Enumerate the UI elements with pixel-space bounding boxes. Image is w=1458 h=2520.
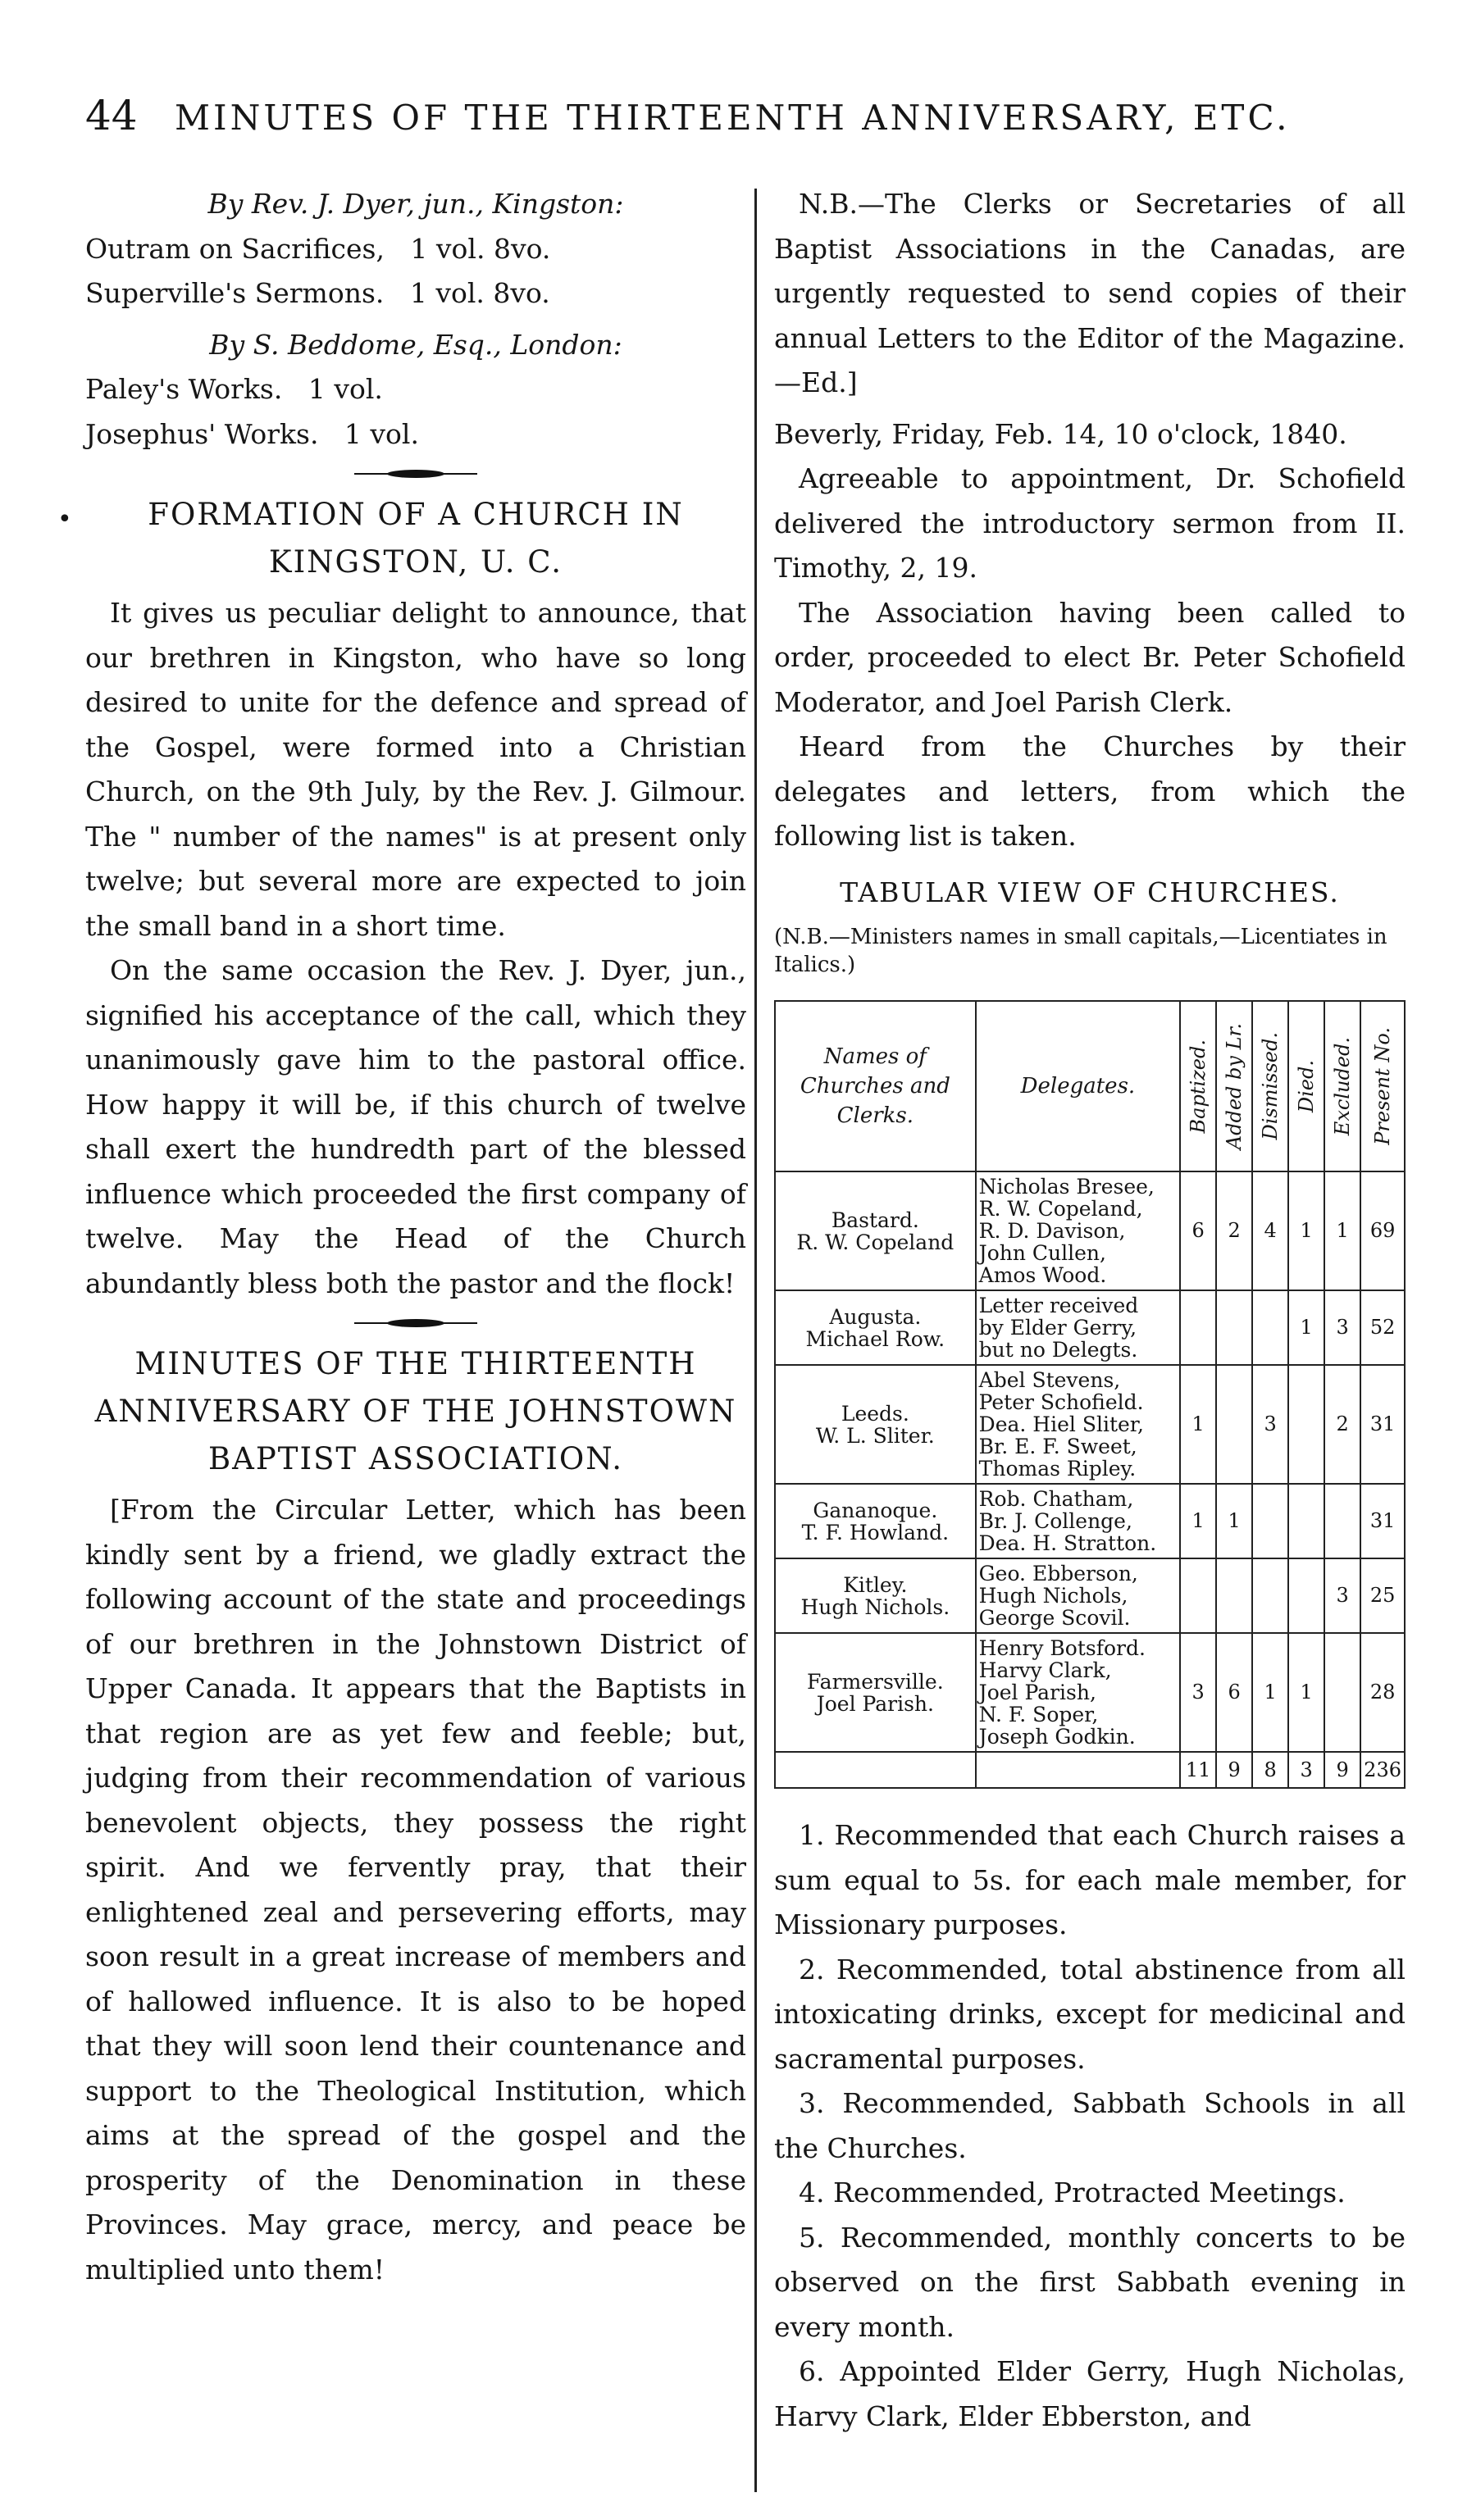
church-clerk: Joel Parish. [816, 1691, 934, 1716]
delegate-name: Nicholas Bresee, [978, 1175, 1155, 1199]
delegates-cell [976, 1171, 1181, 1290]
baptized-cell: 1 [1180, 1484, 1216, 1558]
recommendation-item: 6. Appointed Elder Gerry, Hugh Nicholas, Harvy Clark, Elder Ebberston, and [774, 2355, 1406, 2432]
church-cell [775, 1290, 976, 1365]
churches-table [774, 1000, 1406, 1789]
totals-empty-cell [775, 1752, 976, 1788]
dismissed-cell [1252, 1290, 1288, 1365]
added-cell: 2 [1216, 1171, 1252, 1290]
header-dismissed [1252, 1001, 1288, 1171]
delegate-name: Rob. Chatham, [978, 1487, 1134, 1511]
header-names: Names of Churches and Clerks. [775, 1001, 976, 1171]
table-row [775, 1558, 1405, 1633]
baptized-cell: 1 [1180, 1365, 1216, 1484]
died-cell [1288, 1484, 1324, 1558]
delegate-name: Joel Parish, [978, 1681, 1096, 1704]
table-row [775, 1365, 1405, 1484]
total-present: 236 [1360, 1752, 1405, 1788]
delegate-name: Henry Botsford. [978, 1636, 1146, 1660]
church-name: Farmersville. [807, 1669, 944, 1694]
section-heading: FORMATION OF A CHURCH IN KINGSTON, U. C. [148, 497, 684, 580]
dismissed-cell [1252, 1558, 1288, 1633]
header-baptized-label: Baptized. [1187, 1039, 1210, 1134]
excluded-cell [1324, 1633, 1360, 1752]
total-dismissed: 8 [1252, 1752, 1288, 1788]
table-header-row [775, 1001, 1405, 1171]
delegates-cell [976, 1633, 1181, 1752]
header-added-label: Added by Lr. [1223, 1022, 1246, 1150]
died-cell: 1 [1288, 1171, 1324, 1290]
added-cell [1216, 1290, 1252, 1365]
total-baptized: 11 [1180, 1752, 1216, 1788]
church-name: Bastard. [831, 1208, 919, 1232]
table-row [775, 1484, 1405, 1558]
church-clerk: T. F. Howland. [801, 1520, 950, 1544]
died-cell [1288, 1558, 1324, 1633]
body-paragraph: Agreeable to appointment, Dr. Schofield delivered the introductory sermon from II. Timothy, 2, 19. [774, 462, 1406, 584]
delegate-name: Abel Stevens, [978, 1368, 1121, 1392]
excluded-cell [1324, 1484, 1360, 1558]
delegate-name: Geo. Ebberson, [978, 1562, 1138, 1585]
delegates-cell [976, 1484, 1181, 1558]
total-added: 9 [1216, 1752, 1252, 1788]
table-row [775, 1633, 1405, 1752]
church-name: Leeds. [841, 1401, 909, 1426]
delegate-name: by Elder Gerry, [978, 1316, 1137, 1340]
died-cell: 1 [1288, 1290, 1324, 1365]
delegates-cell [976, 1365, 1181, 1484]
header-delegates: Delegates. [976, 1001, 1181, 1171]
header-excluded-label: Excluded. [1331, 1036, 1355, 1136]
church-cell [775, 1633, 976, 1752]
present-cell: 31 [1360, 1365, 1405, 1484]
donor-line: By S. Beddome, Esq., London: [209, 328, 622, 361]
running-header [85, 92, 1397, 139]
delegate-name: R. D. Davison, [978, 1219, 1126, 1243]
dismissed-cell [1252, 1484, 1288, 1558]
running-title: MINUTES OF THE THIRTEENTH ANNIVERSARY, ETC. [174, 98, 1291, 138]
church-name: Gananoque. [813, 1498, 938, 1522]
total-died: 3 [1288, 1752, 1324, 1788]
excluded-cell: 3 [1324, 1558, 1360, 1633]
delegate-name: George Scovil. [978, 1606, 1131, 1630]
totals-row [775, 1752, 1405, 1788]
church-name: Kitley. [843, 1572, 908, 1597]
delegate-name: Br. J. Collenge, [978, 1509, 1132, 1533]
delegate-name: Dea. Hiel Sliter, [978, 1412, 1144, 1436]
recommendation-item: 3. Recommended, Sabbath Schools in all the Churches. [774, 2087, 1406, 2164]
delegate-name: R. W. Copeland, [978, 1197, 1143, 1221]
church-clerk: R. W. Copeland [796, 1230, 955, 1254]
dismissed-cell: 1 [1252, 1633, 1288, 1752]
added-cell [1216, 1558, 1252, 1633]
church-clerk: Hugh Nichols. [800, 1594, 950, 1619]
present-cell: 52 [1360, 1290, 1405, 1365]
column-divider [754, 189, 757, 2492]
present-cell: 69 [1360, 1171, 1405, 1290]
delegate-name: Hugh Nichols, [978, 1584, 1128, 1608]
died-cell: 1 [1288, 1633, 1324, 1752]
delegate-name: Joseph Godkin. [978, 1725, 1136, 1749]
body-paragraph: It gives us peculiar delight to announce, that our brethren in Kingston, who have so long desired to unite for the defence and spread of the Gospel, were formed into a Christian Church, on the 9th July, by the Rev. J. Gilmour. The " number of the names" is at present only twelve; but several more are expected to join the small band in a short time. [85, 597, 746, 942]
delegate-name: Br. E. F. Sweet, [978, 1435, 1137, 1458]
total-excluded: 9 [1324, 1752, 1360, 1788]
book-line: Paley's Works. 1 vol. [85, 373, 383, 405]
page-number: 44 [85, 92, 138, 139]
ornamental-rule [354, 1317, 477, 1329]
church-cell [775, 1171, 976, 1290]
body-paragraph: The Association having been called to order, proceeded to elect Br. Peter Schofield Moderator, and Joel Parish Clerk. [774, 596, 1406, 718]
left-column [57, 182, 746, 2292]
excluded-cell: 2 [1324, 1365, 1360, 1484]
added-cell [1216, 1365, 1252, 1484]
body-paragraph: On the same occasion the Rev. J. Dyer, jun., signified his acceptance of the call, which they unanimously gave him to the pastoral office. How happy it will be, if this church of twelve shall exert the hundredth part of the blessed influence which proceeded the first company of twelve. May the Head of the Church abundantly bless both the pastor and the flock! [85, 954, 746, 1299]
table-body [775, 1171, 1405, 1788]
margin-bullet: • [57, 505, 72, 534]
delegate-name: Thomas Ripley. [978, 1457, 1137, 1481]
recommendation-item: 2. Recommended, total abstinence from all intoxicating drinks, except for medicinal and sacramental purposes. [774, 1953, 1406, 2075]
delegate-name: N. F. Soper, [978, 1703, 1099, 1726]
totals-empty-cell [976, 1752, 1181, 1788]
dismissed-cell: 4 [1252, 1171, 1288, 1290]
book-line: Josephus' Works. 1 vol. [85, 417, 419, 450]
recommendation-item: 4. Recommended, Protracted Meetings. [799, 2177, 1346, 2208]
table-row [775, 1171, 1405, 1290]
present-cell: 25 [1360, 1558, 1405, 1633]
baptized-cell: 6 [1180, 1171, 1216, 1290]
excluded-cell: 1 [1324, 1171, 1360, 1290]
donor-line: By Rev. J. Dyer, jun., Kingston: [207, 188, 624, 220]
right-column [774, 182, 1406, 2439]
present-cell: 28 [1360, 1633, 1405, 1752]
section-heading: MINUTES OF THE THIRTEENTH ANNIVERSARY OF THE JOHNSTOWN BAPTIST ASSOCIATION. [94, 1346, 737, 1476]
excluded-cell: 3 [1324, 1290, 1360, 1365]
baptized-cell [1180, 1558, 1216, 1633]
added-cell: 6 [1216, 1633, 1252, 1752]
church-clerk: Michael Row. [805, 1326, 945, 1351]
delegate-name: but no Delegts. [978, 1338, 1138, 1362]
baptized-cell [1180, 1290, 1216, 1365]
header-baptized [1180, 1001, 1216, 1171]
book-line: Superville's Sermons. 1 vol. 8vo. [85, 277, 550, 309]
ornamental-rule [354, 468, 477, 480]
church-clerk: W. L. Sliter. [815, 1423, 935, 1448]
table-row [775, 1290, 1405, 1365]
header-added [1216, 1001, 1252, 1171]
recommendation-item: 1. Recommended that each Church raises a sum equal to 5s. for each male member, for Missionary purposes. [774, 1819, 1406, 1940]
header-died-label: Died. [1295, 1059, 1319, 1113]
added-cell: 1 [1216, 1484, 1252, 1558]
present-cell: 31 [1360, 1484, 1405, 1558]
baptized-cell: 3 [1180, 1633, 1216, 1752]
delegate-name: John Cullen, [978, 1241, 1106, 1265]
church-cell [775, 1558, 976, 1633]
body-paragraph: [From the Circular Letter, which has been kindly sent by a friend, we gladly extract the following account of the state and proceedings of our brethren in the Johnstown District of Upper Canada. It appears that the Baptists in that region are as yet few and feeble; but, judging from their recommendation of various benevolent objects, they possess the right spirit. And we fervently pray, that their enlightened zeal and persevering efforts, may soon result in a great increase of members and of hallowed influence. It is also to be hoped that they will soon lend their countenance and support to the Theological Institution, which aims at the spread of the gospel and the prosperity of the Denomination in these Provinces. May grace, mercy, and peace be multiplied unto them! [85, 1494, 746, 2286]
table-title: TABULAR VIEW OF CHURCHES. [840, 876, 1340, 908]
header-present [1360, 1001, 1405, 1171]
died-cell [1288, 1365, 1324, 1484]
header-excluded [1324, 1001, 1360, 1171]
church-name: Augusta. [829, 1304, 922, 1329]
dismissed-cell: 3 [1252, 1365, 1288, 1484]
table-note: (N.B.—Ministers names in small capitals,—Licentiates in Italics.) [774, 925, 1387, 977]
date-line: Beverly, Friday, Feb. 14, 10 o'clock, 1840. [774, 417, 1347, 450]
recommendation-item: 5. Recommended, monthly concerts to be observed on the first Sabbath evening in every month. [774, 2221, 1406, 2343]
church-cell [775, 1365, 976, 1484]
church-cell [775, 1484, 976, 1558]
body-paragraph: Heard from the Churches by their delegates and letters, from which the following list is taken. [774, 730, 1406, 852]
delegate-name: Peter Schofield. [978, 1390, 1144, 1414]
header-died [1288, 1001, 1324, 1171]
delegate-name: Letter received [978, 1294, 1139, 1317]
delegate-name: Dea. H. Stratton. [978, 1531, 1157, 1555]
delegate-name: Amos Wood. [978, 1263, 1107, 1287]
book-line: Outram on Sacrifices, 1 vol. 8vo. [85, 232, 551, 265]
delegates-cell [976, 1558, 1181, 1633]
header-present-label: Present No. [1371, 1027, 1395, 1145]
editor-note: N.B.—The Clerks or Secretaries of all Baptist Associations in the Canadas, are urgently requested to send copies of their annual Letters to the Editor of the Magazine.—Ed.] [774, 188, 1406, 398]
header-dismissed-label: Dismissed. [1259, 1032, 1283, 1140]
delegates-cell [976, 1290, 1181, 1365]
delegate-name: Harvy Clark, [978, 1658, 1112, 1682]
